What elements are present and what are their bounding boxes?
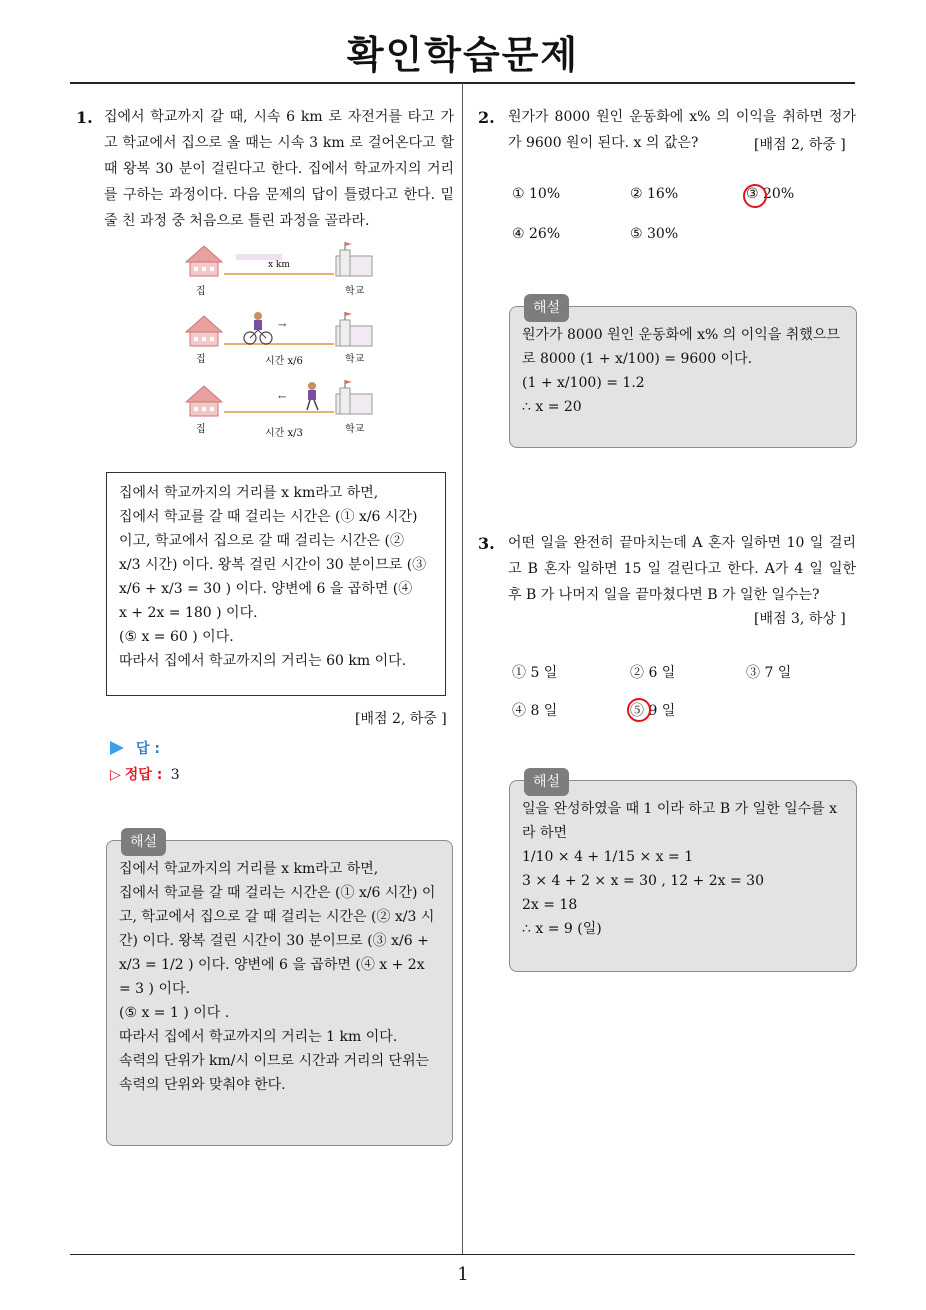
q2-choice-4[interactable]: ④ 26%: [512, 226, 561, 242]
walker-icon: [307, 382, 318, 410]
q3-choice-2[interactable]: ② 6 일: [630, 665, 676, 681]
q3-choice-3[interactable]: ③ 7 일: [746, 665, 792, 681]
selected-circle-icon: [627, 698, 651, 722]
explanation-tag: 해설: [524, 768, 569, 796]
explanation-line: 3 × 4 + 2 × x = 30 , 12 + 2x = 30: [522, 873, 764, 889]
q2-choice-5[interactable]: ⑤ 30%: [630, 226, 679, 242]
q2-text: 원가가 8000 원인 운동화에 x% 의 이익을 취하면 정가가 9600 원이 된다. x 의 값은?: [508, 109, 856, 151]
correct-value: 3: [170, 767, 180, 783]
q3-text: 어떤 일을 완전히 끝마치는데 A 혼자 일하면 10 일 걸리고 B 혼자 일하면 15 일 걸린다고 한다. A가 4 일 일한 후 B 가 나머지 일을 끝마쳤다면 B 가 일한 일수는?: [508, 535, 856, 603]
q1-meta: [배점 2, 하중 ]: [355, 711, 447, 727]
process-line: x/3 시간) 이다. 왕복 걸린 시간이 30 분이므로 (③: [119, 557, 427, 573]
explanation-line: (1 + x/100) = 1.2: [522, 375, 645, 391]
q1-answer-row: [110, 738, 160, 758]
q3-choice-1[interactable]: ① 5 일: [512, 665, 558, 681]
explanation-line: ∴ x = 9 (일): [522, 921, 602, 937]
explanation-line: 1/10 × 4 + 1/15 × x = 1: [522, 849, 694, 865]
process-line: (⑤ x = 60 ) 이다.: [119, 629, 234, 645]
q3-number: 3.: [478, 534, 495, 553]
explanation-line: 속력의 단위가 km/시 이므로 시간과 거리의 단위는 속력의 단위와 맞춰야 한다.: [119, 1053, 430, 1093]
q2-choice-3[interactable]: ③ 20%: [746, 186, 794, 202]
explanation-tag: 해설: [121, 828, 166, 856]
explanation-line: 집에서 학교를 갈 때 걸리는 시간은 (① x/6 시간) 이고, 학교에서 집으로 갈 때 걸리는 시간은 (② x/3 시간) 이다. 왕복 걸린 시간이 30 분이므로 (③ x/6 + x/3 = 1/2 ) 이다. 양변에 6 을 곱하면 (④ x + 2x = 3 ) 이다.: [119, 885, 436, 997]
fig-school-label: 학교: [345, 354, 365, 365]
fig-house-label: 집: [196, 286, 206, 297]
house-icon: [186, 246, 222, 276]
process-line: 따라서 집에서 학교까지의 거리는 60 km 이다.: [119, 653, 407, 669]
svg-text:←: ←: [278, 392, 287, 403]
q1-correct-row: [110, 764, 180, 784]
q3-choice-5[interactable]: ⑤ 9 일: [630, 700, 675, 720]
footer-rule: [70, 1254, 855, 1255]
explanation-tag: 해설: [524, 294, 569, 322]
fig-school-label: 학교: [345, 424, 365, 435]
process-line: 집에서 학교를 갈 때 걸리는 시간은 (① x/6 시간): [119, 509, 418, 525]
q1-text: 집에서 학교까지 갈 때, 시속 6 km 로 자전거를 타고 가고 학교에서 집으로 올 때는 시속 3 km 로 걸어온다고 할 때 왕복 30 분이 걸린다고 한다. 집에서 학교까지의 거리를 구하는 과정이다. 다음 문제의 답이 틀렸다고 한다. 밑줄 친 과정 중 처음으로 틀린 과정을 골라라.: [104, 109, 454, 229]
explanation-line: 일을 완성하였을 때 1 이라 하고 B 가 일한 일수를 x 라 하면: [522, 801, 838, 841]
q2-number: 2.: [478, 108, 495, 127]
explanation-line: (⑤ x = 1 ) 이다 .: [119, 1005, 230, 1021]
q1-number: 1.: [76, 108, 93, 127]
column-divider: [462, 83, 463, 1254]
explanation-line: 따라서 집에서 학교까지의 거리는 1 km 이다.: [119, 1029, 398, 1045]
svg-text:→: →: [278, 320, 287, 331]
q2-explanation-box: [509, 300, 857, 448]
q2-meta: [배점 2, 하중 ]: [754, 137, 846, 153]
school-icon: [336, 242, 372, 276]
process-line: x + 2x = 180 ) 이다.: [119, 605, 258, 621]
q3-choice-4[interactable]: ④ 8 일: [512, 703, 558, 719]
fig-time-label: 시간 x/6: [265, 356, 303, 367]
arrow-right-solid-icon: [110, 741, 124, 755]
q3-meta: [배점 3, 하상 ]: [754, 611, 846, 627]
correct-label: 정답 :: [124, 767, 163, 783]
fig-house-label: 집: [196, 424, 206, 435]
q2-choice-1[interactable]: ① 10%: [512, 186, 561, 202]
explanation-line: 2x = 18: [522, 897, 578, 913]
explanation-line: 원가가 8000 원인 운동화에 x% 의 이익을 취했으므로 8000 (1 + x/100) = 9600 이다.: [522, 327, 840, 367]
house-icon: [186, 386, 222, 416]
page-title: 확인학습문제: [346, 33, 580, 77]
process-line: 집에서 학교까지의 거리를 x km라고 하면,: [119, 485, 379, 501]
explanation-line: 집에서 학교까지의 거리를 x km라고 하면,: [119, 861, 379, 877]
fig-time-label: 시간 x/3: [265, 428, 303, 439]
explanation-line: ∴ x = 20: [522, 399, 582, 415]
house-icon: [186, 316, 222, 346]
school-icon: [336, 312, 372, 346]
process-line: 이고, 학교에서 집으로 갈 때 걸리는 시간은 (②: [119, 533, 404, 549]
fig-school-label: 학교: [345, 286, 365, 297]
q1-explanation-box: [106, 834, 453, 1146]
process-line: x/6 + x/3 = 30 ) 이다. 양변에 6 을 곱하면 (④: [119, 581, 413, 597]
selected-circle-icon: [743, 184, 767, 208]
arrow-right-outline-icon: ▷: [110, 767, 121, 783]
school-icon: [336, 380, 372, 414]
q3-explanation-box: [509, 774, 857, 972]
page-number: 1: [457, 1264, 469, 1285]
answer-label: 답 :: [136, 741, 160, 757]
q2-choice-2[interactable]: ② 16%: [630, 186, 679, 202]
q1-process-box: [106, 472, 446, 696]
fig-house-label: 집: [196, 354, 206, 365]
fig-distance-label: x km: [268, 260, 290, 270]
q1-figure: [180, 242, 380, 442]
bicycle-icon: [244, 312, 272, 344]
